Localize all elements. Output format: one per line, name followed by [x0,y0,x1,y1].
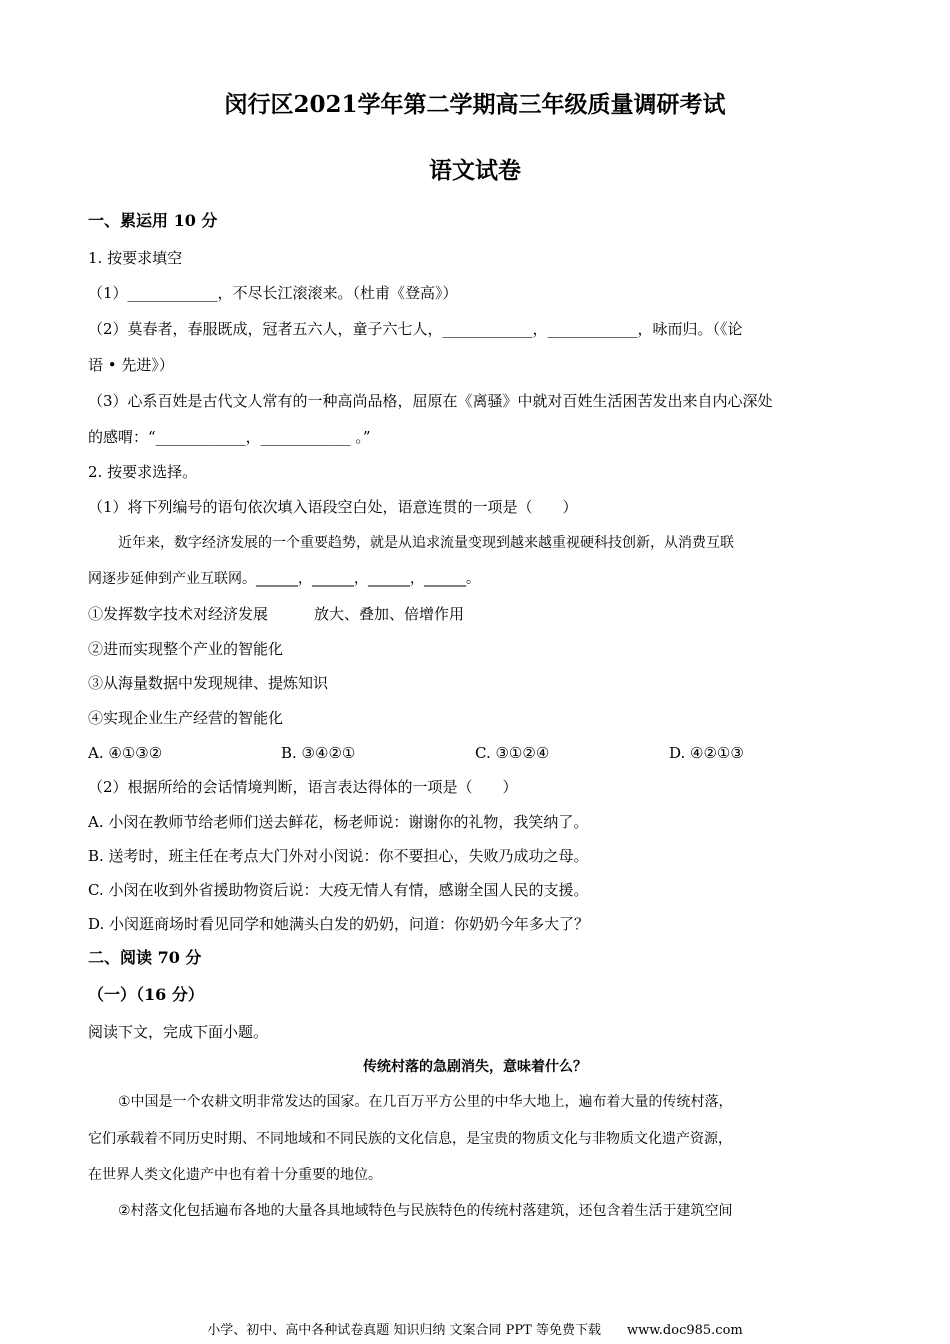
question-1-item-2-line-2: 语 • 先进》） [88,356,174,374]
question-1-item-1: （1）____________，不尽长江滚滚来。（杜甫《登高》） [88,284,458,302]
article-p1-line-1: ①中国是一个农耕文明非常发达的国家。在几百万平方公里的中华大地上，遍布着大量的传统村落， [118,1094,733,1110]
question-1-item-3-line-1: （3）心系百姓是古代文人常有的一种高尚品格，屈原在《离骚》中就对百姓生活困苦发出来自内心深处 [88,392,773,410]
article-p2-line-1: ②村落文化包括遍布各地的大量各具地域特色与民族特色的传统村落建筑，还包含着生活于建筑空间 [118,1203,733,1219]
passage-line-2: 网逐步延伸到产业互联网。______，______，______，______。 [88,571,480,587]
sub-2-option-c: C. 小闵在收到外省援助物资后说：大疫无情人有情，感谢全国人民的支援。 [88,881,589,899]
subsection-heading: （一）（16 分） [88,985,204,1004]
question-2-sub-2-stem: （2）根据所给的会话情境判断，语言表达得体的一项是（ ） [88,778,518,796]
sentence-1-part-a: ①发挥数字技术对经济发展 [88,605,269,623]
sentence-1 [88,604,464,624]
question-1-item-3-line-2: 的感喟：“____________，____________ 。” [88,428,371,446]
page-footer: 小学、初中、高中各种试卷真题 知识归纳 文案合同 PPT 等免费下载 www.doc985.com [207,1323,743,1338]
sentence-1-part-b: 放大、叠加、倍增作用 [314,605,465,623]
article-title: 传统村落的急剧消失，意味着什么？ [363,1059,587,1075]
section-heading-2: 二、阅读 70 分 [88,948,202,967]
exam-subtitle: 语文试卷 [429,157,521,184]
question-2-label: 2. 按要求选择。 [88,463,198,481]
option-a: A. ④①③② [88,744,163,762]
question-1-label: 1. 按要求填空 [88,249,183,267]
article-p1-line-2: 它们承载着不同历史时期、不同地域和不同民族的文化信息，是宝贵的物质文化与非物质文化遗产资源， [88,1131,732,1147]
passage-line-1: 近年来，数字经济发展的一个重要趋势，就是从追求流量变现到越来越重视硬科技创新，从消费互联 [118,535,734,551]
exam-title: 闵行区2021学年第二学期高三年级质量调研考试 [224,91,726,118]
sentence-3: ③从海量数据中发现规律、提炼知识 [88,674,329,692]
sub-2-option-b: B. 送考时，班主任在考点大门外对小闵说：你不要担心，失败乃成功之母。 [88,847,589,865]
sub-2-option-a: A. 小闵在教师节给老师们送去鲜花，杨老师说：谢谢你的礼物，我笑纳了。 [88,813,589,831]
option-d: D. ④②①③ [669,744,744,762]
reading-instruction: 阅读下文，完成下面小题。 [88,1023,269,1041]
article-p1-line-3: 在世界人类文化遗产中也有着十分重要的地位。 [88,1167,382,1183]
question-2-sub-1-stem: （1）将下列编号的语句依次填入语段空白处，语意连贯的一项是（ ） [88,498,578,516]
question-1-item-2-line-1: （2）莫春者，春服既成，冠者五六人，童子六七人，____________，____________，咏而归。（《论 [88,320,743,338]
option-b: B. ③④②① [281,744,356,762]
sub-2-option-d: D. 小闵逛商场时看见同学和她满头白发的奶奶，问道：你奶奶今年多大了？ [88,915,590,933]
sentence-2: ②进而实现整个产业的智能化 [88,640,284,658]
option-c: C. ③①②④ [475,744,550,762]
section-heading-1: 一、累运用 10 分 [88,211,218,230]
sentence-4: ④实现企业生产经营的智能化 [88,709,284,727]
